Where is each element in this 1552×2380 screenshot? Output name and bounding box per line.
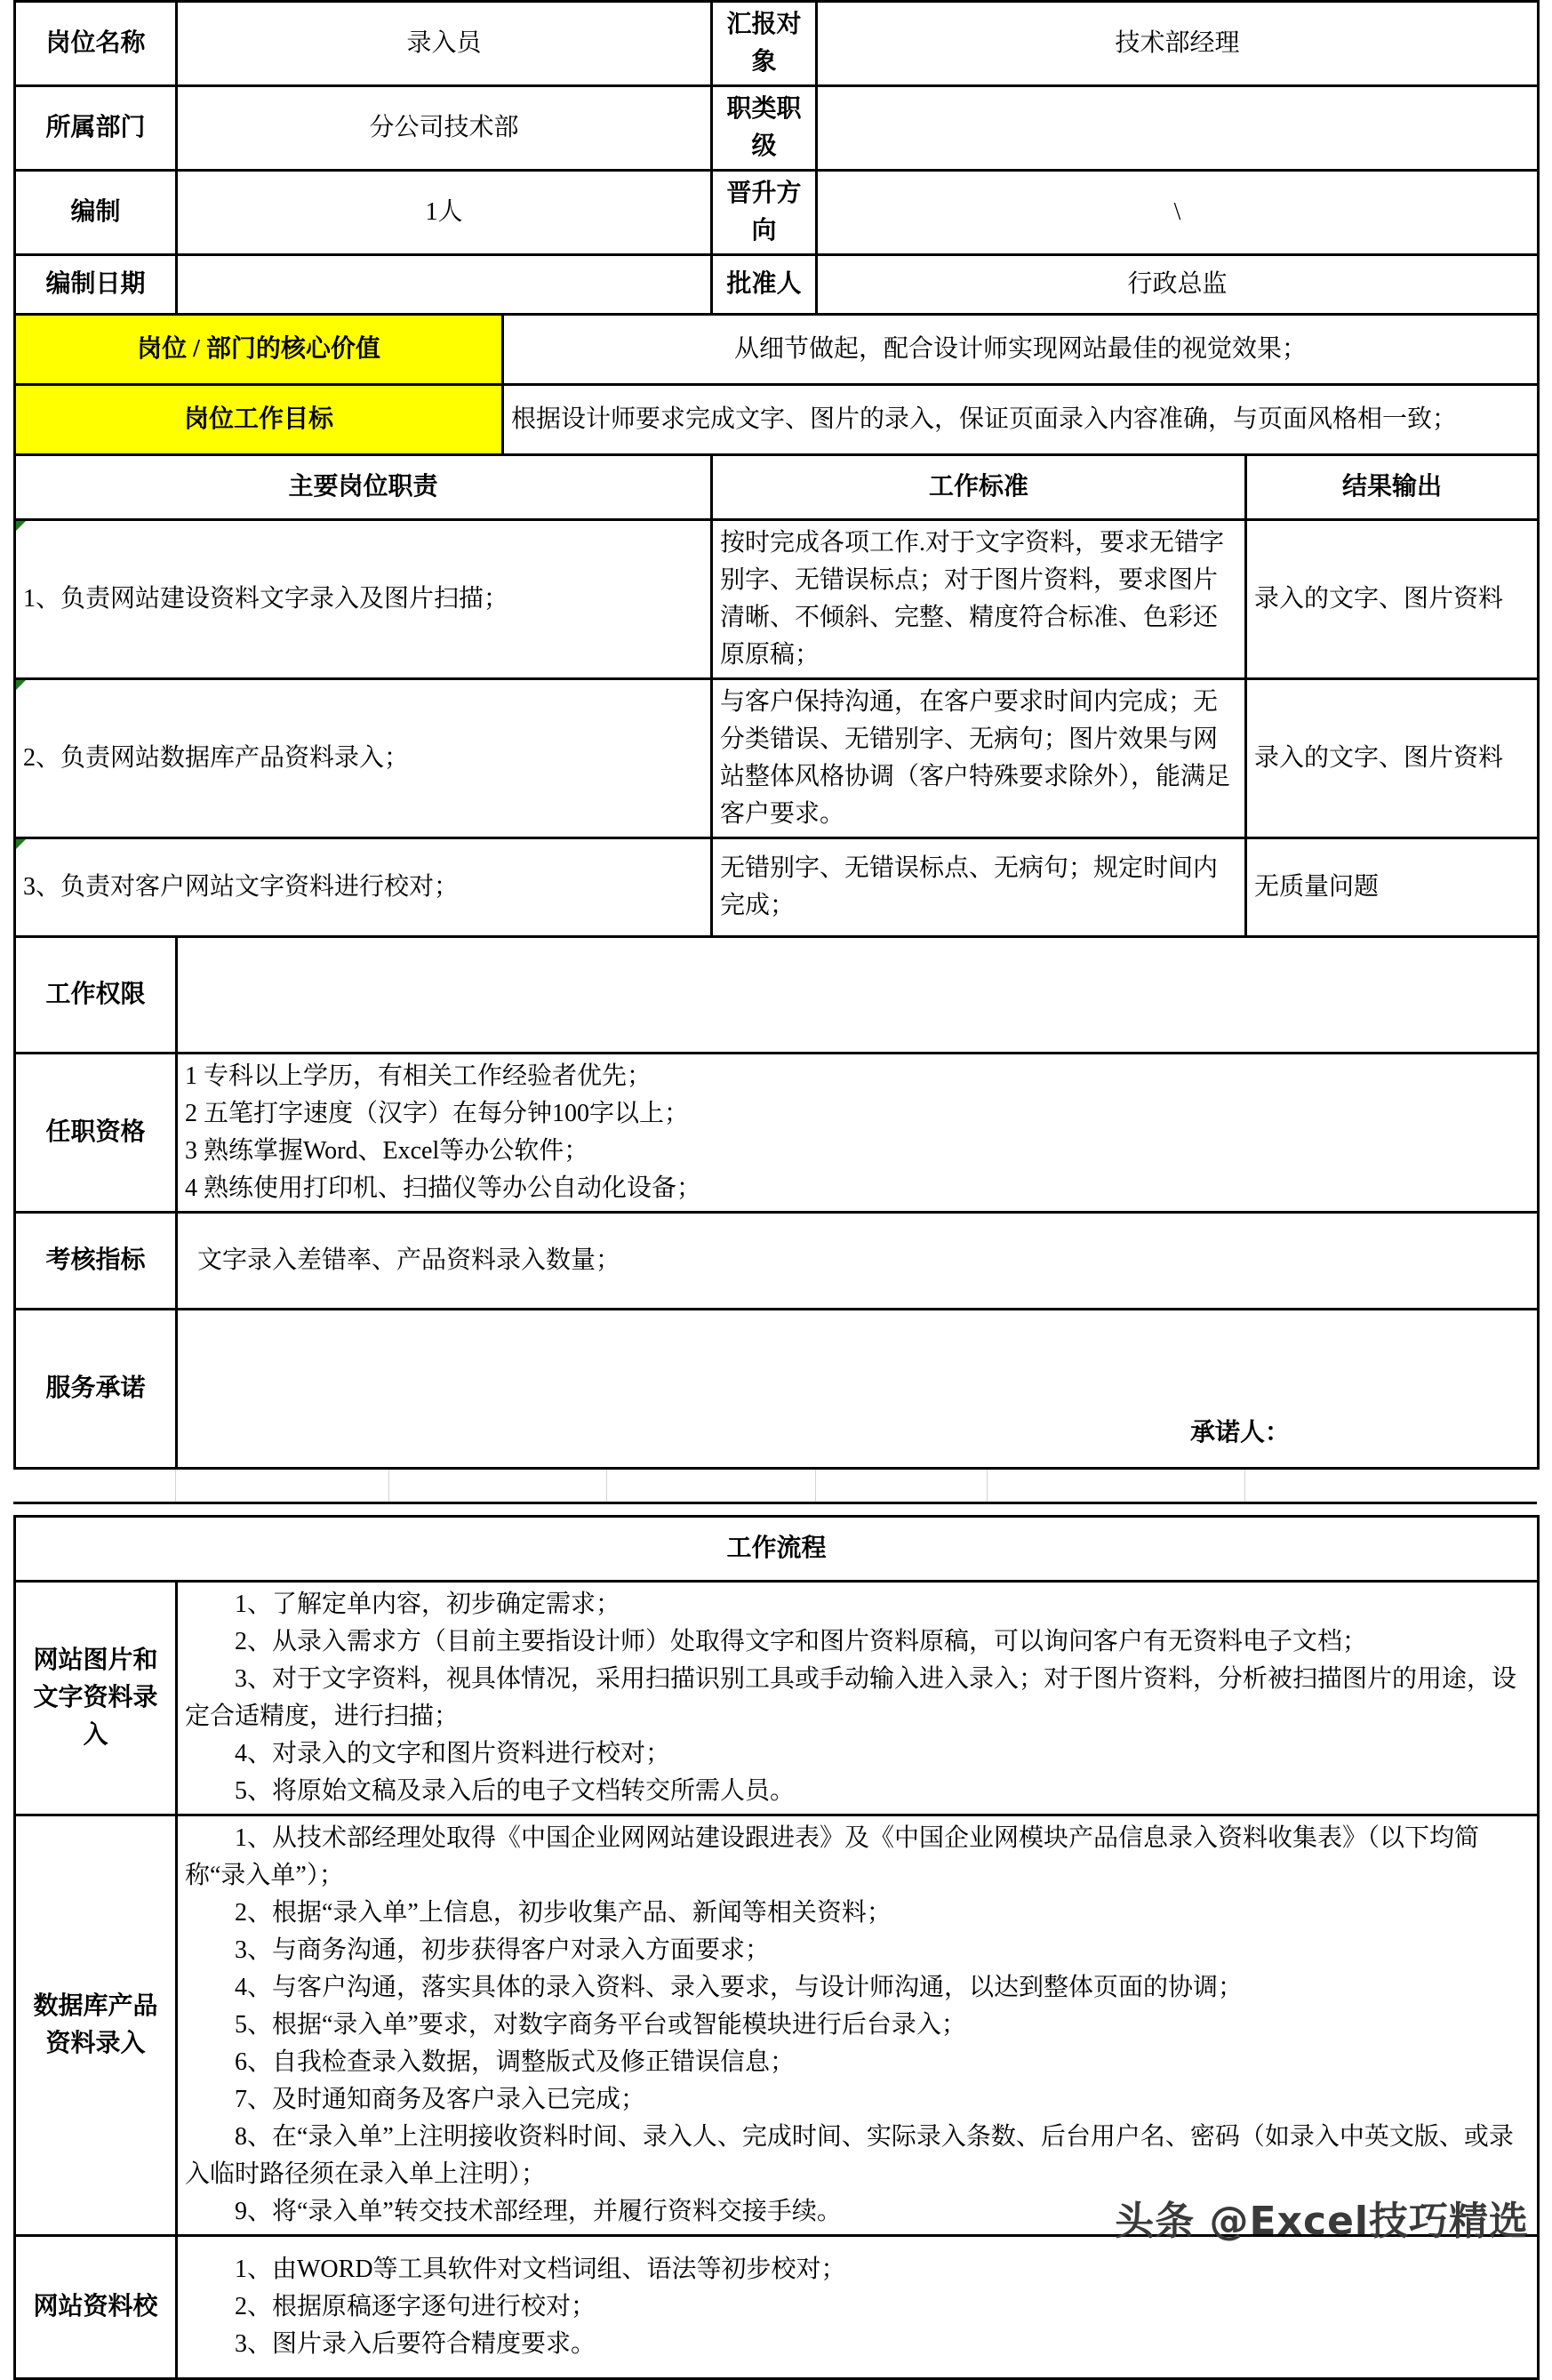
table-row bbox=[15, 838, 1539, 937]
field-label-prepared-date: 编制日期 bbox=[15, 255, 177, 315]
workflow-block-label-1: 网站图片和文字资料录入 bbox=[15, 1582, 177, 1815]
workflow-item: 2、从录入需求方（目前主要指设计师）处取得文字和图片资料原稿，可以询问客户有无资料电子文档； bbox=[235, 1628, 1368, 1655]
table-row bbox=[15, 2, 1539, 86]
table-row bbox=[15, 1517, 1539, 1582]
table-row bbox=[15, 86, 1539, 171]
field-label-approver: 批准人 bbox=[712, 255, 817, 315]
table-row bbox=[15, 315, 1539, 385]
kpi-label: 考核指标 bbox=[15, 1213, 177, 1310]
field-label-report-to: 汇报对象 bbox=[712, 2, 817, 86]
kpi-text[interactable]: 文字录入差错率、产品资料录入数量； bbox=[177, 1213, 1539, 1310]
workflow-item: 3、与商务沟通，初步获得客户对录入方面要求； bbox=[235, 1936, 771, 1964]
watermark-text: 头条 @Excel技巧精选 bbox=[1115, 2199, 1529, 2244]
work-goal-label: 岗位工作目标 bbox=[15, 385, 503, 455]
table-row bbox=[15, 171, 1539, 255]
duty-output-3[interactable]: 无质量问题 bbox=[1246, 838, 1539, 937]
column-header-output: 结果输出 bbox=[1246, 455, 1539, 520]
workflow-table bbox=[13, 1515, 1540, 2380]
workflow-item: 5、将原始文稿及录入后的电子文档转交所需人员。 bbox=[235, 1777, 796, 1805]
spacer-gridlines bbox=[13, 1470, 1537, 1502]
workflow-item: 1、了解定单内容，初步确定需求； bbox=[235, 1591, 621, 1618]
workflow-item: 8、在“录入单”上注明接收资料时间、录入人、完成时间、实际录入条数、后台用户名、密码（如录入中英文版、或录入临时路径须在录入单上注明）； bbox=[185, 2123, 1514, 2188]
workflow-item: 9、将“录入单”转交技术部经理，并履行资料交接手续。 bbox=[235, 2198, 842, 2225]
field-value-headcount[interactable]: 1人 bbox=[177, 171, 712, 255]
workflow-item: 2、根据原稿逐字逐句进行校对； bbox=[235, 2293, 596, 2320]
workflow-item: 4、对录入的文字和图片资料进行校对； bbox=[235, 1740, 671, 1767]
table-row bbox=[15, 1582, 1539, 1815]
job-description-table bbox=[13, 0, 1540, 1470]
table-row bbox=[15, 1310, 1539, 1469]
field-label-headcount: 编制 bbox=[15, 171, 177, 255]
field-label-promotion-path: 晋升方向 bbox=[712, 171, 817, 255]
authority-label: 工作权限 bbox=[15, 937, 177, 1054]
workflow-block-label-3: 网站资料校 bbox=[15, 2236, 177, 2379]
core-value-label: 岗位 / 部门的核心价值 bbox=[15, 315, 503, 385]
duty-standard-2[interactable]: 与客户保持沟通，在客户要求时间内完成；无分类错误、无错别字、无病句；图片效果与网站整体风格协调（客户特殊要求除外），能满足客户要求。 bbox=[712, 679, 1246, 838]
workflow-item: 3、图片录入后要符合精度要求。 bbox=[235, 2330, 596, 2358]
qualification-item: 3 熟练掌握Word、Excel等办公软件； bbox=[185, 1137, 589, 1165]
qualification-item: 4 熟练使用打印机、扫描仪等办公自动化设备； bbox=[185, 1174, 702, 1202]
field-value-job-grade[interactable] bbox=[817, 86, 1539, 171]
workflow-item: 7、及时通知商务及客户录入已完成； bbox=[235, 2086, 646, 2113]
workflow-item: 1、从技术部经理处取得《中国企业网网站建设跟进表》及《中国企业网模块产品信息录入资料收集表》（以下均简称“录入单”）； bbox=[185, 1824, 1480, 1889]
workflow-item: 3、对于文字资料，视具体情况，采用扫描识别工具或手动输入进入录入；对于图片资料，分析被扫描图片的用途，设定合适精度，进行扫描； bbox=[185, 1665, 1517, 1730]
table-row bbox=[15, 385, 1539, 455]
spacer-grid-row bbox=[13, 1467, 1537, 1504]
duty-output-1[interactable]: 录入的文字、图片资料 bbox=[1246, 520, 1539, 679]
table-row bbox=[15, 937, 1539, 1054]
table-row bbox=[15, 255, 1539, 315]
commitment-area[interactable] bbox=[177, 1310, 1539, 1469]
field-value-report-to[interactable]: 技术部经理 bbox=[817, 2, 1539, 86]
workflow-block-items-3[interactable] bbox=[177, 2236, 1539, 2379]
duty-standard-1[interactable]: 按时完成各项工作.对于文字资料，要求无错字别字、无错误标点；对于图片资料，要求图片清晰、不倾斜、完整、精度符合标准、色彩还原原稿； bbox=[712, 520, 1246, 679]
commitment-label: 服务承诺 bbox=[15, 1310, 177, 1469]
field-label-job-grade: 职类职级 bbox=[712, 86, 817, 171]
duty-item-1[interactable]: 1、负责网站建设资料文字录入及图片扫描； bbox=[15, 520, 712, 679]
core-value-text[interactable]: 从细节做起，配合设计师实现网站最佳的视觉效果； bbox=[503, 315, 1539, 385]
workflow-block-items-2[interactable] bbox=[177, 1815, 1539, 2236]
qualification-item: 1 专科以上学历，有相关工作经验者优先； bbox=[185, 1062, 652, 1090]
field-value-approver[interactable]: 行政总监 bbox=[817, 255, 1539, 315]
table-row bbox=[15, 455, 1539, 520]
workflow-block-label-2: 数据库产品资料录入 bbox=[15, 1815, 177, 2236]
work-goal-text[interactable]: 根据设计师要求完成文字、图片的录入，保证页面录入内容准确，与页面风格相一致； bbox=[503, 385, 1539, 455]
table-row bbox=[15, 1054, 1539, 1213]
commitment-signer: 承诺人： bbox=[1190, 1419, 1291, 1446]
qualification-item: 2 五笔打字速度（汉字）在每分钟100字以上； bbox=[185, 1100, 690, 1127]
field-label-position-name: 岗位名称 bbox=[15, 2, 177, 86]
field-value-prepared-date[interactable] bbox=[177, 255, 712, 315]
column-header-duties: 主要岗位职责 bbox=[15, 455, 712, 520]
table-row bbox=[15, 520, 1539, 679]
workflow-item: 5、根据“录入单”要求，对数字商务平台或智能模块进行后台录入； bbox=[235, 2011, 966, 2039]
duty-item-2[interactable]: 2、负责网站数据库产品资料录入； bbox=[15, 679, 712, 838]
table-row bbox=[15, 1815, 1539, 2236]
table-row bbox=[15, 679, 1539, 838]
table-row bbox=[15, 1213, 1539, 1310]
workflow-item: 6、自我检查录入数据，调整版式及修正错误信息； bbox=[235, 2048, 796, 2076]
field-value-promotion-path[interactable]: \ bbox=[817, 171, 1539, 255]
table-row bbox=[15, 2236, 1539, 2379]
workflow-item: 1、由WORD等工具软件对文档词组、语法等初步校对； bbox=[235, 2256, 846, 2283]
field-label-department: 所属部门 bbox=[15, 86, 177, 171]
workflow-title: 工作流程 bbox=[15, 1517, 1539, 1582]
field-value-position-name[interactable]: 录入员 bbox=[177, 2, 712, 86]
qualification-label: 任职资格 bbox=[15, 1054, 177, 1213]
duty-item-3[interactable]: 3、负责对客户网站文字资料进行校对； bbox=[15, 838, 712, 937]
duty-output-2[interactable]: 录入的文字、图片资料 bbox=[1246, 679, 1539, 838]
qualification-list[interactable] bbox=[177, 1054, 1539, 1213]
field-value-department[interactable]: 分公司技术部 bbox=[177, 86, 712, 171]
workflow-block-items-1[interactable] bbox=[177, 1582, 1539, 1815]
workflow-item: 2、根据“录入单”上信息，初步收集产品、新闻等相关资料； bbox=[235, 1899, 892, 1927]
authority-text[interactable] bbox=[177, 937, 1539, 1054]
duty-standard-3[interactable]: 无错别字、无错误标点、无病句；规定时间内完成； bbox=[712, 838, 1246, 937]
column-header-standard: 工作标准 bbox=[712, 455, 1246, 520]
workflow-item: 4、与客户沟通，落实具体的录入资料、录入要求，与设计师沟通，以达到整体页面的协调； bbox=[235, 1974, 1244, 2001]
section-gap bbox=[0, 1504, 1552, 1515]
commitment-text bbox=[185, 1326, 1530, 1414]
